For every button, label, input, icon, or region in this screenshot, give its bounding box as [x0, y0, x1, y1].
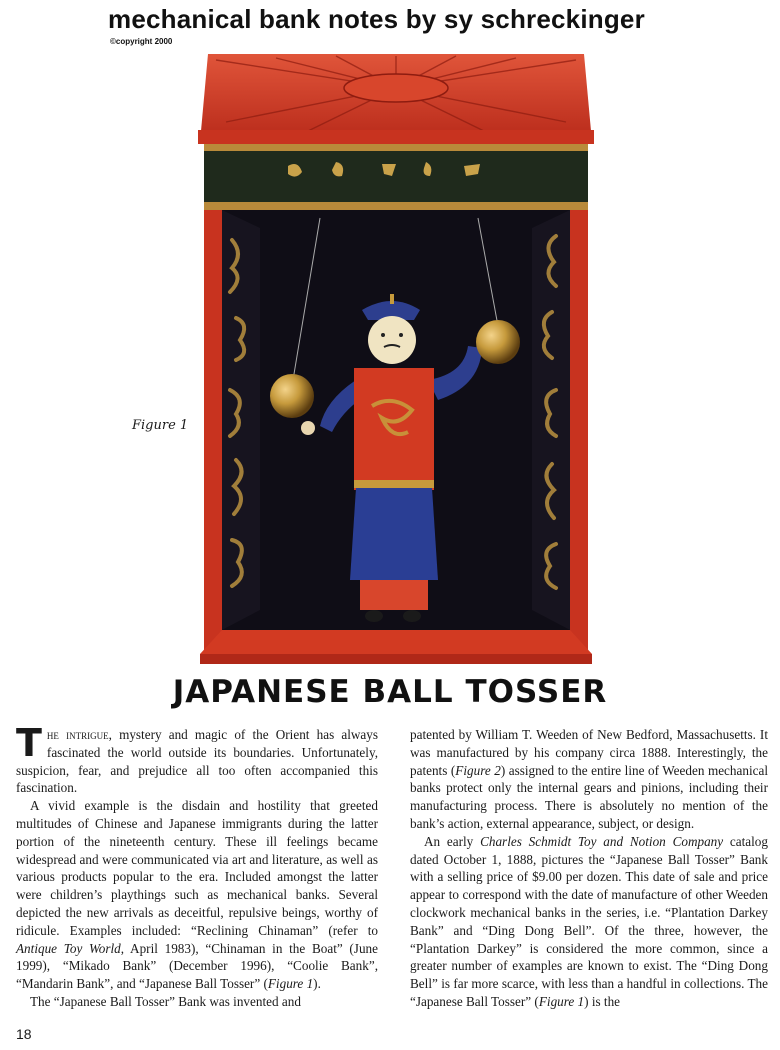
article-column-left: [16, 721, 378, 1011]
header-title: mechanical bank notes by sy schreckinger: [108, 4, 645, 34]
article-column-right: [410, 726, 768, 1011]
paragraph-text: A vivid example is the disdain and hostility that greeted multitudes of Chinese and Japanese immigrants during the latter portion of the nineteenth century. These ill feelings became widespread and were communicated via art and literature, as well as various products popular to the era. Included amongst the latter were children’s playthings such as mechanical banks. Several depicted the new arrivals as deceitful, repulsive beings, worthy of ridicule. Examples included: “Reclining Chinaman” (refer to: [16, 798, 378, 938]
italic-ref: Figure 1: [267, 976, 314, 992]
italic-ref: Figure 2: [455, 762, 501, 778]
paragraph-text: ) assigned to the entire line of Weeden mechanical banks protect only the internal gears and pinions, including their manufacturing process. There is absolutely no mention of the bank’s action, external appearance, subject, or design.: [410, 762, 768, 831]
italic-ref: Charles Schmidt Toy and Notion Company: [480, 833, 724, 849]
paragraph: [410, 833, 768, 1011]
gold-ball-right: [476, 320, 520, 364]
paragraph-text: ).: [313, 976, 321, 992]
article-title: JAPANESE BALL TOSSER: [172, 674, 608, 710]
paragraph-text: An early: [424, 833, 481, 849]
italic-ref: Figure 1: [538, 993, 585, 1009]
page-number: 18: [16, 1026, 32, 1042]
paragraph-text: patented by William T. Weeden of New Bedford, Massachusetts. It was manufactured by his company circa 1888. Interestingly, the patents (: [410, 727, 768, 778]
paragraph: [16, 721, 378, 797]
drop-cap: T: [16, 721, 42, 765]
italic-ref: Antique Toy World: [16, 940, 121, 956]
paragraph-text: , mystery and magic of the Orient has always fascinated the world outside its boundaries. Unfortunately, suspicion, fear, and prejudice all too often accompanied this fascination.: [16, 727, 378, 796]
paragraph-text: The “Japanese Ball Tosser” Bank was invented and: [30, 993, 301, 1009]
character-band: [204, 144, 588, 210]
paragraph-text: , April 1983), “Chinaman in the Boat” (June 1999), “Mikado Bank” (December 1996), “Coolie Bank”, “Mandarin Bank”, and “Japanese Ball Tosser” (: [16, 940, 378, 992]
paragraph-text: ) is the: [584, 993, 621, 1009]
gold-ball-left: [270, 374, 314, 418]
copyright-notice: ©copyright 2000: [110, 37, 173, 46]
paragraph: [16, 993, 378, 1011]
small-caps-lead: he intrigue: [46, 727, 109, 742]
paragraph-text: catalog dated October 1, 1888, pictures the “Japanese Ball Tosser” Bank with a selling price of $9.00 per dozen. This date of sale and price appear to correspond with the date of manufacture of other Weeden clockwork mechanical banks in the series, i.e. “Plantation Darkey Bank” and “Ding Dong Bell”. Of the three, however, the “Plantation Darkey” is considered the more common, since a greater number of examples are known to exist. The “Ding Dong Bell” is far more scarce, with less than a handful in collections. The “Japanese Ball Tosser” (: [410, 833, 768, 1009]
figure-caption: Figure 1: [132, 418, 189, 433]
paragraph: [410, 726, 768, 833]
paragraph: [16, 797, 378, 993]
bank-photo: [196, 50, 596, 666]
